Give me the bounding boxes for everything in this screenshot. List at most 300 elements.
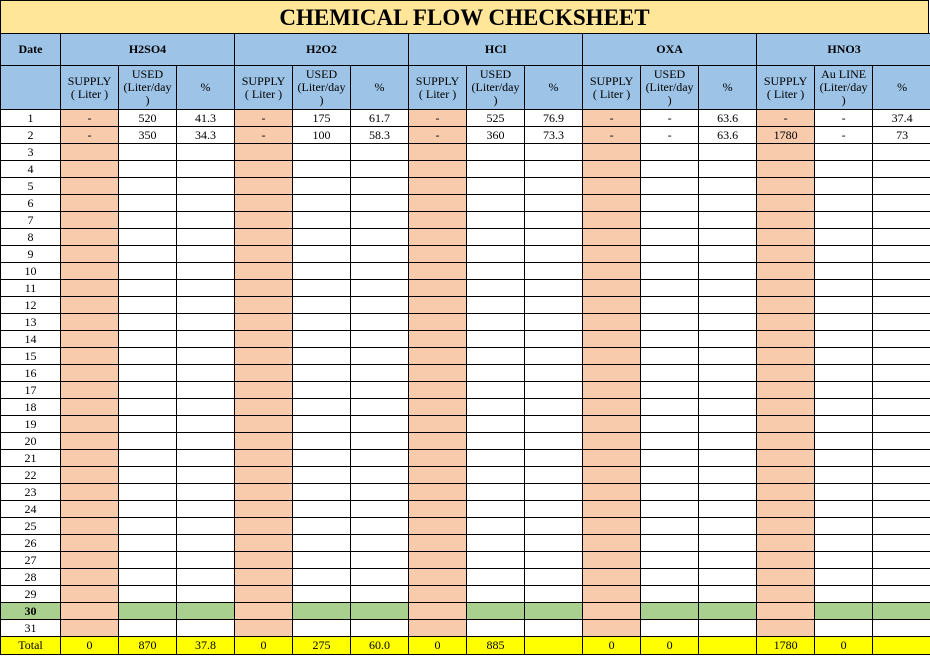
value-cell[interactable] <box>61 314 119 331</box>
value-cell[interactable] <box>177 365 235 382</box>
value-cell[interactable] <box>757 161 815 178</box>
value-cell[interactable] <box>235 484 293 501</box>
value-cell[interactable] <box>525 569 583 586</box>
value-cell[interactable] <box>641 348 699 365</box>
value-cell[interactable] <box>699 501 757 518</box>
value-cell[interactable] <box>699 178 757 195</box>
value-cell[interactable] <box>351 178 409 195</box>
value-cell[interactable] <box>119 433 177 450</box>
value-cell[interactable] <box>583 314 641 331</box>
value-cell[interactable] <box>815 586 873 603</box>
value-cell[interactable] <box>583 433 641 450</box>
value-cell[interactable] <box>61 365 119 382</box>
value-cell[interactable] <box>177 450 235 467</box>
value-cell[interactable] <box>409 467 467 484</box>
value-cell[interactable] <box>235 450 293 467</box>
value-cell[interactable] <box>293 314 351 331</box>
value-cell[interactable]: 61.7 <box>351 110 409 127</box>
value-cell[interactable] <box>293 501 351 518</box>
value-cell[interactable] <box>757 399 815 416</box>
value-cell[interactable] <box>641 484 699 501</box>
value-cell[interactable] <box>351 518 409 535</box>
value-cell[interactable] <box>699 552 757 569</box>
value-cell[interactable] <box>757 365 815 382</box>
value-cell[interactable] <box>235 195 293 212</box>
value-cell[interactable] <box>699 331 757 348</box>
value-cell[interactable] <box>873 229 930 246</box>
value-cell[interactable] <box>409 161 467 178</box>
value-cell[interactable] <box>177 195 235 212</box>
value-cell[interactable] <box>119 501 177 518</box>
value-cell[interactable] <box>815 569 873 586</box>
value-cell[interactable] <box>873 399 930 416</box>
value-cell[interactable] <box>583 620 641 637</box>
value-cell[interactable] <box>177 586 235 603</box>
value-cell[interactable] <box>525 552 583 569</box>
value-cell[interactable] <box>119 552 177 569</box>
value-cell[interactable] <box>467 280 525 297</box>
value-cell[interactable] <box>61 416 119 433</box>
value-cell[interactable] <box>815 144 873 161</box>
value-cell[interactable] <box>641 450 699 467</box>
value-cell[interactable] <box>177 161 235 178</box>
value-cell[interactable] <box>351 331 409 348</box>
value-cell[interactable]: - <box>757 110 815 127</box>
value-cell[interactable]: - <box>815 110 873 127</box>
value-cell[interactable] <box>757 297 815 314</box>
value-cell[interactable] <box>119 297 177 314</box>
value-cell[interactable] <box>409 314 467 331</box>
value-cell[interactable] <box>235 331 293 348</box>
value-cell[interactable] <box>409 331 467 348</box>
value-cell[interactable] <box>61 552 119 569</box>
value-cell[interactable] <box>119 586 177 603</box>
value-cell[interactable] <box>757 212 815 229</box>
value-cell[interactable] <box>351 144 409 161</box>
value-cell[interactable] <box>699 144 757 161</box>
value-cell[interactable] <box>699 416 757 433</box>
value-cell[interactable] <box>293 569 351 586</box>
value-cell[interactable] <box>235 263 293 280</box>
value-cell[interactable] <box>119 569 177 586</box>
value-cell[interactable] <box>699 399 757 416</box>
value-cell[interactable]: - <box>641 110 699 127</box>
value-cell[interactable] <box>351 467 409 484</box>
value-cell[interactable] <box>351 399 409 416</box>
value-cell[interactable] <box>815 518 873 535</box>
value-cell[interactable] <box>525 263 583 280</box>
value-cell[interactable] <box>757 484 815 501</box>
value-cell[interactable]: 58.3 <box>351 127 409 144</box>
value-cell[interactable] <box>641 467 699 484</box>
value-cell[interactable] <box>583 484 641 501</box>
value-cell[interactable] <box>235 399 293 416</box>
value-cell[interactable] <box>409 144 467 161</box>
value-cell[interactable] <box>873 620 930 637</box>
value-cell[interactable] <box>699 603 757 620</box>
value-cell[interactable] <box>525 382 583 399</box>
value-cell[interactable] <box>119 229 177 246</box>
value-cell[interactable] <box>525 365 583 382</box>
value-cell[interactable] <box>235 229 293 246</box>
value-cell[interactable] <box>409 348 467 365</box>
value-cell[interactable] <box>467 348 525 365</box>
value-cell[interactable] <box>641 433 699 450</box>
value-cell[interactable] <box>409 246 467 263</box>
value-cell[interactable] <box>177 178 235 195</box>
value-cell[interactable] <box>61 603 119 620</box>
value-cell[interactable] <box>235 297 293 314</box>
value-cell[interactable] <box>119 518 177 535</box>
value-cell[interactable] <box>641 161 699 178</box>
value-cell[interactable] <box>757 450 815 467</box>
value-cell[interactable] <box>583 161 641 178</box>
value-cell[interactable] <box>757 246 815 263</box>
value-cell[interactable] <box>641 178 699 195</box>
value-cell[interactable] <box>61 501 119 518</box>
value-cell[interactable] <box>467 297 525 314</box>
value-cell[interactable] <box>467 620 525 637</box>
value-cell[interactable] <box>467 195 525 212</box>
value-cell[interactable] <box>641 365 699 382</box>
value-cell[interactable] <box>815 195 873 212</box>
value-cell[interactable] <box>467 484 525 501</box>
value-cell[interactable] <box>119 467 177 484</box>
value-cell[interactable] <box>757 569 815 586</box>
value-cell[interactable] <box>757 382 815 399</box>
value-cell[interactable] <box>177 280 235 297</box>
value-cell[interactable] <box>235 518 293 535</box>
value-cell[interactable] <box>119 382 177 399</box>
value-cell[interactable] <box>177 484 235 501</box>
value-cell[interactable] <box>699 382 757 399</box>
value-cell[interactable] <box>61 484 119 501</box>
value-cell[interactable] <box>815 535 873 552</box>
value-cell[interactable] <box>235 246 293 263</box>
value-cell[interactable] <box>873 246 930 263</box>
value-cell[interactable] <box>467 603 525 620</box>
value-cell[interactable] <box>351 433 409 450</box>
value-cell[interactable] <box>409 433 467 450</box>
value-cell[interactable] <box>409 484 467 501</box>
value-cell[interactable] <box>293 416 351 433</box>
value-cell[interactable] <box>409 603 467 620</box>
value-cell[interactable] <box>815 433 873 450</box>
value-cell[interactable] <box>815 603 873 620</box>
value-cell[interactable] <box>293 365 351 382</box>
value-cell[interactable] <box>699 518 757 535</box>
value-cell[interactable] <box>525 195 583 212</box>
value-cell[interactable] <box>351 246 409 263</box>
value-cell[interactable] <box>815 229 873 246</box>
value-cell[interactable] <box>61 178 119 195</box>
value-cell[interactable] <box>177 212 235 229</box>
value-cell[interactable] <box>641 586 699 603</box>
value-cell[interactable] <box>467 365 525 382</box>
value-cell[interactable] <box>119 620 177 637</box>
value-cell[interactable]: - <box>409 110 467 127</box>
value-cell[interactable] <box>409 416 467 433</box>
value-cell[interactable] <box>583 603 641 620</box>
value-cell[interactable] <box>815 484 873 501</box>
value-cell[interactable] <box>583 569 641 586</box>
value-cell[interactable] <box>293 331 351 348</box>
value-cell[interactable] <box>757 348 815 365</box>
value-cell[interactable] <box>409 518 467 535</box>
value-cell[interactable] <box>525 399 583 416</box>
value-cell[interactable] <box>815 552 873 569</box>
value-cell[interactable] <box>583 450 641 467</box>
value-cell[interactable] <box>61 433 119 450</box>
value-cell[interactable] <box>699 484 757 501</box>
value-cell[interactable] <box>467 569 525 586</box>
value-cell[interactable] <box>293 399 351 416</box>
value-cell[interactable] <box>467 535 525 552</box>
value-cell[interactable] <box>583 212 641 229</box>
value-cell[interactable] <box>351 161 409 178</box>
value-cell[interactable] <box>293 518 351 535</box>
value-cell[interactable] <box>409 501 467 518</box>
value-cell[interactable] <box>293 161 351 178</box>
value-cell[interactable] <box>815 416 873 433</box>
value-cell[interactable] <box>177 297 235 314</box>
value-cell[interactable] <box>177 314 235 331</box>
value-cell[interactable] <box>467 161 525 178</box>
value-cell[interactable] <box>525 501 583 518</box>
value-cell[interactable] <box>757 280 815 297</box>
value-cell[interactable] <box>61 620 119 637</box>
value-cell[interactable] <box>583 195 641 212</box>
value-cell[interactable] <box>293 144 351 161</box>
value-cell[interactable] <box>873 195 930 212</box>
value-cell[interactable] <box>699 161 757 178</box>
value-cell[interactable] <box>467 382 525 399</box>
value-cell[interactable]: - <box>641 127 699 144</box>
value-cell[interactable] <box>61 331 119 348</box>
value-cell[interactable] <box>757 178 815 195</box>
value-cell[interactable] <box>235 467 293 484</box>
value-cell[interactable] <box>815 280 873 297</box>
value-cell[interactable] <box>235 569 293 586</box>
value-cell[interactable] <box>815 161 873 178</box>
value-cell[interactable] <box>351 263 409 280</box>
value-cell[interactable] <box>293 212 351 229</box>
value-cell[interactable] <box>467 178 525 195</box>
value-cell[interactable] <box>119 195 177 212</box>
value-cell[interactable] <box>873 535 930 552</box>
value-cell[interactable] <box>757 314 815 331</box>
value-cell[interactable] <box>177 620 235 637</box>
value-cell[interactable] <box>525 518 583 535</box>
value-cell[interactable] <box>409 552 467 569</box>
value-cell[interactable] <box>699 280 757 297</box>
value-cell[interactable] <box>525 450 583 467</box>
value-cell[interactable]: 350 <box>119 127 177 144</box>
value-cell[interactable] <box>119 331 177 348</box>
value-cell[interactable] <box>641 552 699 569</box>
value-cell[interactable] <box>177 399 235 416</box>
value-cell[interactable] <box>641 382 699 399</box>
value-cell[interactable] <box>235 144 293 161</box>
value-cell[interactable] <box>409 382 467 399</box>
value-cell[interactable] <box>699 229 757 246</box>
value-cell[interactable] <box>351 484 409 501</box>
value-cell[interactable] <box>235 416 293 433</box>
value-cell[interactable] <box>699 297 757 314</box>
value-cell[interactable] <box>119 314 177 331</box>
value-cell[interactable] <box>873 484 930 501</box>
value-cell[interactable] <box>583 586 641 603</box>
value-cell[interactable] <box>525 212 583 229</box>
value-cell[interactable] <box>873 331 930 348</box>
value-cell[interactable]: 63.6 <box>699 127 757 144</box>
value-cell[interactable] <box>119 603 177 620</box>
value-cell[interactable] <box>699 535 757 552</box>
value-cell[interactable] <box>293 195 351 212</box>
value-cell[interactable] <box>351 416 409 433</box>
value-cell[interactable] <box>293 603 351 620</box>
value-cell[interactable] <box>61 161 119 178</box>
value-cell[interactable] <box>61 399 119 416</box>
value-cell[interactable] <box>177 535 235 552</box>
value-cell[interactable] <box>409 280 467 297</box>
value-cell[interactable] <box>61 586 119 603</box>
value-cell[interactable] <box>641 620 699 637</box>
value-cell[interactable] <box>641 569 699 586</box>
value-cell[interactable] <box>235 535 293 552</box>
value-cell[interactable] <box>467 263 525 280</box>
value-cell[interactable] <box>61 467 119 484</box>
value-cell[interactable] <box>235 586 293 603</box>
value-cell[interactable]: 34.3 <box>177 127 235 144</box>
value-cell[interactable] <box>815 399 873 416</box>
value-cell[interactable] <box>583 331 641 348</box>
value-cell[interactable] <box>583 382 641 399</box>
value-cell[interactable] <box>583 348 641 365</box>
value-cell[interactable]: 76.9 <box>525 110 583 127</box>
value-cell[interactable] <box>699 348 757 365</box>
value-cell[interactable] <box>177 229 235 246</box>
value-cell[interactable] <box>757 518 815 535</box>
value-cell[interactable]: - <box>61 110 119 127</box>
value-cell[interactable] <box>641 297 699 314</box>
value-cell[interactable] <box>409 569 467 586</box>
value-cell[interactable] <box>293 552 351 569</box>
value-cell[interactable] <box>525 484 583 501</box>
value-cell[interactable] <box>467 467 525 484</box>
value-cell[interactable] <box>61 348 119 365</box>
value-cell[interactable]: 73.3 <box>525 127 583 144</box>
value-cell[interactable] <box>641 535 699 552</box>
value-cell[interactable] <box>177 382 235 399</box>
value-cell[interactable] <box>873 161 930 178</box>
value-cell[interactable]: 100 <box>293 127 351 144</box>
value-cell[interactable] <box>525 161 583 178</box>
value-cell[interactable] <box>351 297 409 314</box>
value-cell[interactable] <box>815 467 873 484</box>
value-cell[interactable] <box>235 212 293 229</box>
value-cell[interactable] <box>235 620 293 637</box>
value-cell[interactable] <box>525 297 583 314</box>
value-cell[interactable]: 41.3 <box>177 110 235 127</box>
value-cell[interactable] <box>815 314 873 331</box>
value-cell[interactable] <box>119 399 177 416</box>
value-cell[interactable] <box>699 433 757 450</box>
value-cell[interactable] <box>525 280 583 297</box>
value-cell[interactable] <box>641 229 699 246</box>
value-cell[interactable] <box>583 518 641 535</box>
value-cell[interactable] <box>757 331 815 348</box>
value-cell[interactable] <box>641 501 699 518</box>
value-cell[interactable] <box>119 484 177 501</box>
value-cell[interactable] <box>409 450 467 467</box>
value-cell[interactable] <box>119 365 177 382</box>
value-cell[interactable] <box>119 144 177 161</box>
value-cell[interactable] <box>293 620 351 637</box>
value-cell[interactable] <box>119 280 177 297</box>
value-cell[interactable] <box>119 348 177 365</box>
value-cell[interactable] <box>467 552 525 569</box>
value-cell[interactable] <box>583 246 641 263</box>
value-cell[interactable] <box>119 246 177 263</box>
value-cell[interactable] <box>583 263 641 280</box>
value-cell[interactable] <box>583 280 641 297</box>
value-cell[interactable] <box>119 212 177 229</box>
value-cell[interactable] <box>235 161 293 178</box>
value-cell[interactable] <box>351 620 409 637</box>
value-cell[interactable] <box>351 603 409 620</box>
value-cell[interactable] <box>293 450 351 467</box>
value-cell[interactable] <box>467 246 525 263</box>
value-cell[interactable] <box>467 212 525 229</box>
value-cell[interactable] <box>351 382 409 399</box>
value-cell[interactable] <box>757 433 815 450</box>
value-cell[interactable] <box>235 178 293 195</box>
value-cell[interactable] <box>119 161 177 178</box>
value-cell[interactable] <box>61 518 119 535</box>
value-cell[interactable] <box>351 212 409 229</box>
value-cell[interactable] <box>641 399 699 416</box>
value-cell[interactable] <box>351 229 409 246</box>
value-cell[interactable] <box>61 535 119 552</box>
value-cell[interactable] <box>583 552 641 569</box>
value-cell[interactable] <box>815 348 873 365</box>
value-cell[interactable] <box>815 382 873 399</box>
value-cell[interactable] <box>699 195 757 212</box>
value-cell[interactable] <box>467 399 525 416</box>
value-cell[interactable] <box>467 586 525 603</box>
value-cell[interactable] <box>583 467 641 484</box>
value-cell[interactable] <box>641 195 699 212</box>
value-cell[interactable] <box>351 586 409 603</box>
value-cell[interactable] <box>119 263 177 280</box>
value-cell[interactable] <box>467 518 525 535</box>
value-cell[interactable] <box>177 467 235 484</box>
value-cell[interactable] <box>873 552 930 569</box>
value-cell[interactable] <box>873 280 930 297</box>
value-cell[interactable] <box>873 263 930 280</box>
value-cell[interactable] <box>61 280 119 297</box>
value-cell[interactable]: - <box>583 110 641 127</box>
value-cell[interactable] <box>699 212 757 229</box>
value-cell[interactable] <box>815 501 873 518</box>
value-cell[interactable] <box>583 297 641 314</box>
value-cell[interactable] <box>757 603 815 620</box>
value-cell[interactable] <box>525 178 583 195</box>
value-cell[interactable] <box>409 263 467 280</box>
value-cell[interactable] <box>235 603 293 620</box>
value-cell[interactable] <box>757 229 815 246</box>
